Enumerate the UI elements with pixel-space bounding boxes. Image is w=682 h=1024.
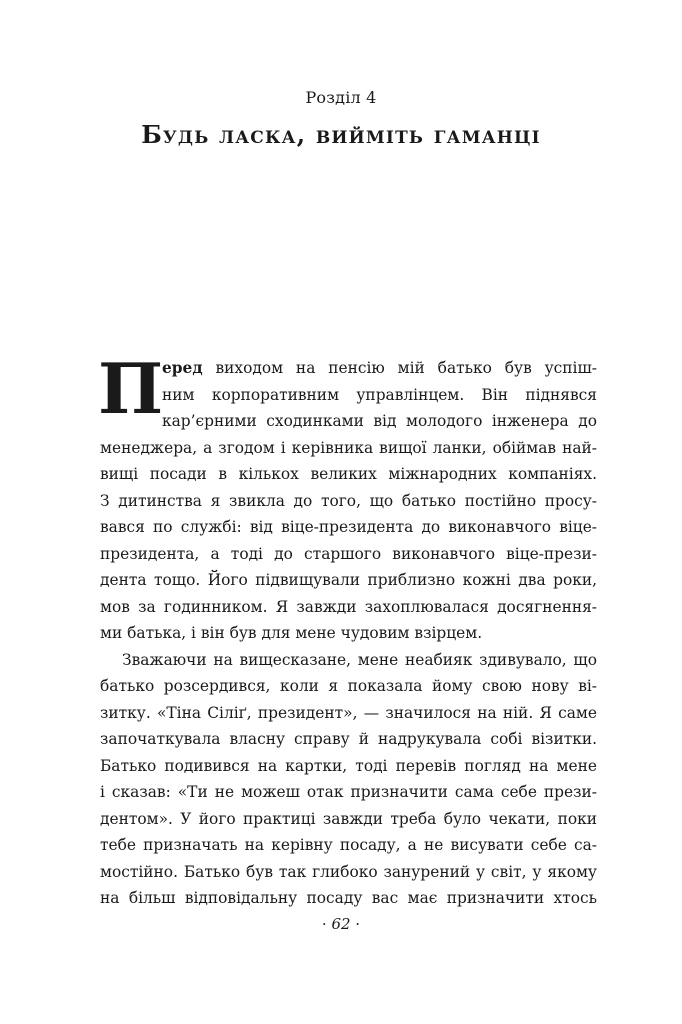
text-line: мостійно. Батько був так глибоко занурений у світ, у якому [100, 862, 597, 881]
drop-cap: П [98, 349, 164, 430]
lead-in-word: еред [162, 359, 203, 377]
paragraph-1 [98, 349, 597, 647]
text-line: зитку. «Тіна Сіліґ, президент», — значилося на ній. Я саме [100, 703, 597, 722]
text-line: кар’єрними сходинками від молодого інженера до [162, 412, 597, 430]
text-line: батько розсердився, коли я показала йому свою нову ві- [100, 677, 597, 695]
text-line: ми батька, і він був для мене чудовим взірцем. [100, 624, 483, 642]
text-line: менеджера, а згодом і керівника вищої ланки, обіймав най- [100, 438, 597, 457]
chapter-title: Будь ласка, вийміть гаманці [141, 120, 541, 149]
text-line: Батько подивився на картки, тоді перевів погляд на мене [100, 756, 597, 775]
text-line: тебе призначать на керівну посаду, а не висувати себе са- [100, 836, 597, 854]
text-line: вався по службі: від віце-президента до виконавчого віце- [100, 518, 597, 536]
paragraph-2 [100, 647, 597, 912]
chapter-label: Розділ 4 [305, 88, 377, 107]
text-line: дента тощо. Його підвищували приблизно кожні два роки, [100, 571, 597, 589]
text-line: започаткувала власну справу й надрукувала собі візитки. [100, 730, 597, 748]
text-line: З дитинства я звикла до того, що батько постійно просу- [100, 491, 597, 510]
text-line: на більш відповідальну посаду вас має призначити хтось [100, 889, 597, 907]
text-line: еред виходом на пенсію мій батько був успіш- [162, 359, 597, 377]
text-line: і сказав: «Ти не можеш отак призначити сама себе прези- [100, 783, 597, 801]
text-line: ним корпоративним управлінцем. Він піднявся [162, 385, 597, 404]
body-text [98, 349, 597, 912]
text-line: вищі посади в кількох великих міжнародних компаніях. [100, 465, 597, 483]
page-number: · 62 · [321, 915, 361, 933]
text-line: дентом». У його практиці завжди треба було чекати, поки [100, 809, 597, 828]
text-line: президента, а тоді до старшого виконавчого віце-прези- [100, 544, 597, 563]
text-line: Зважаючи на вищесказане, мене неабияк здивувало, що [122, 650, 597, 669]
text-line: мов за годинником. Я завжди захоплювалася досягнення- [100, 597, 597, 616]
